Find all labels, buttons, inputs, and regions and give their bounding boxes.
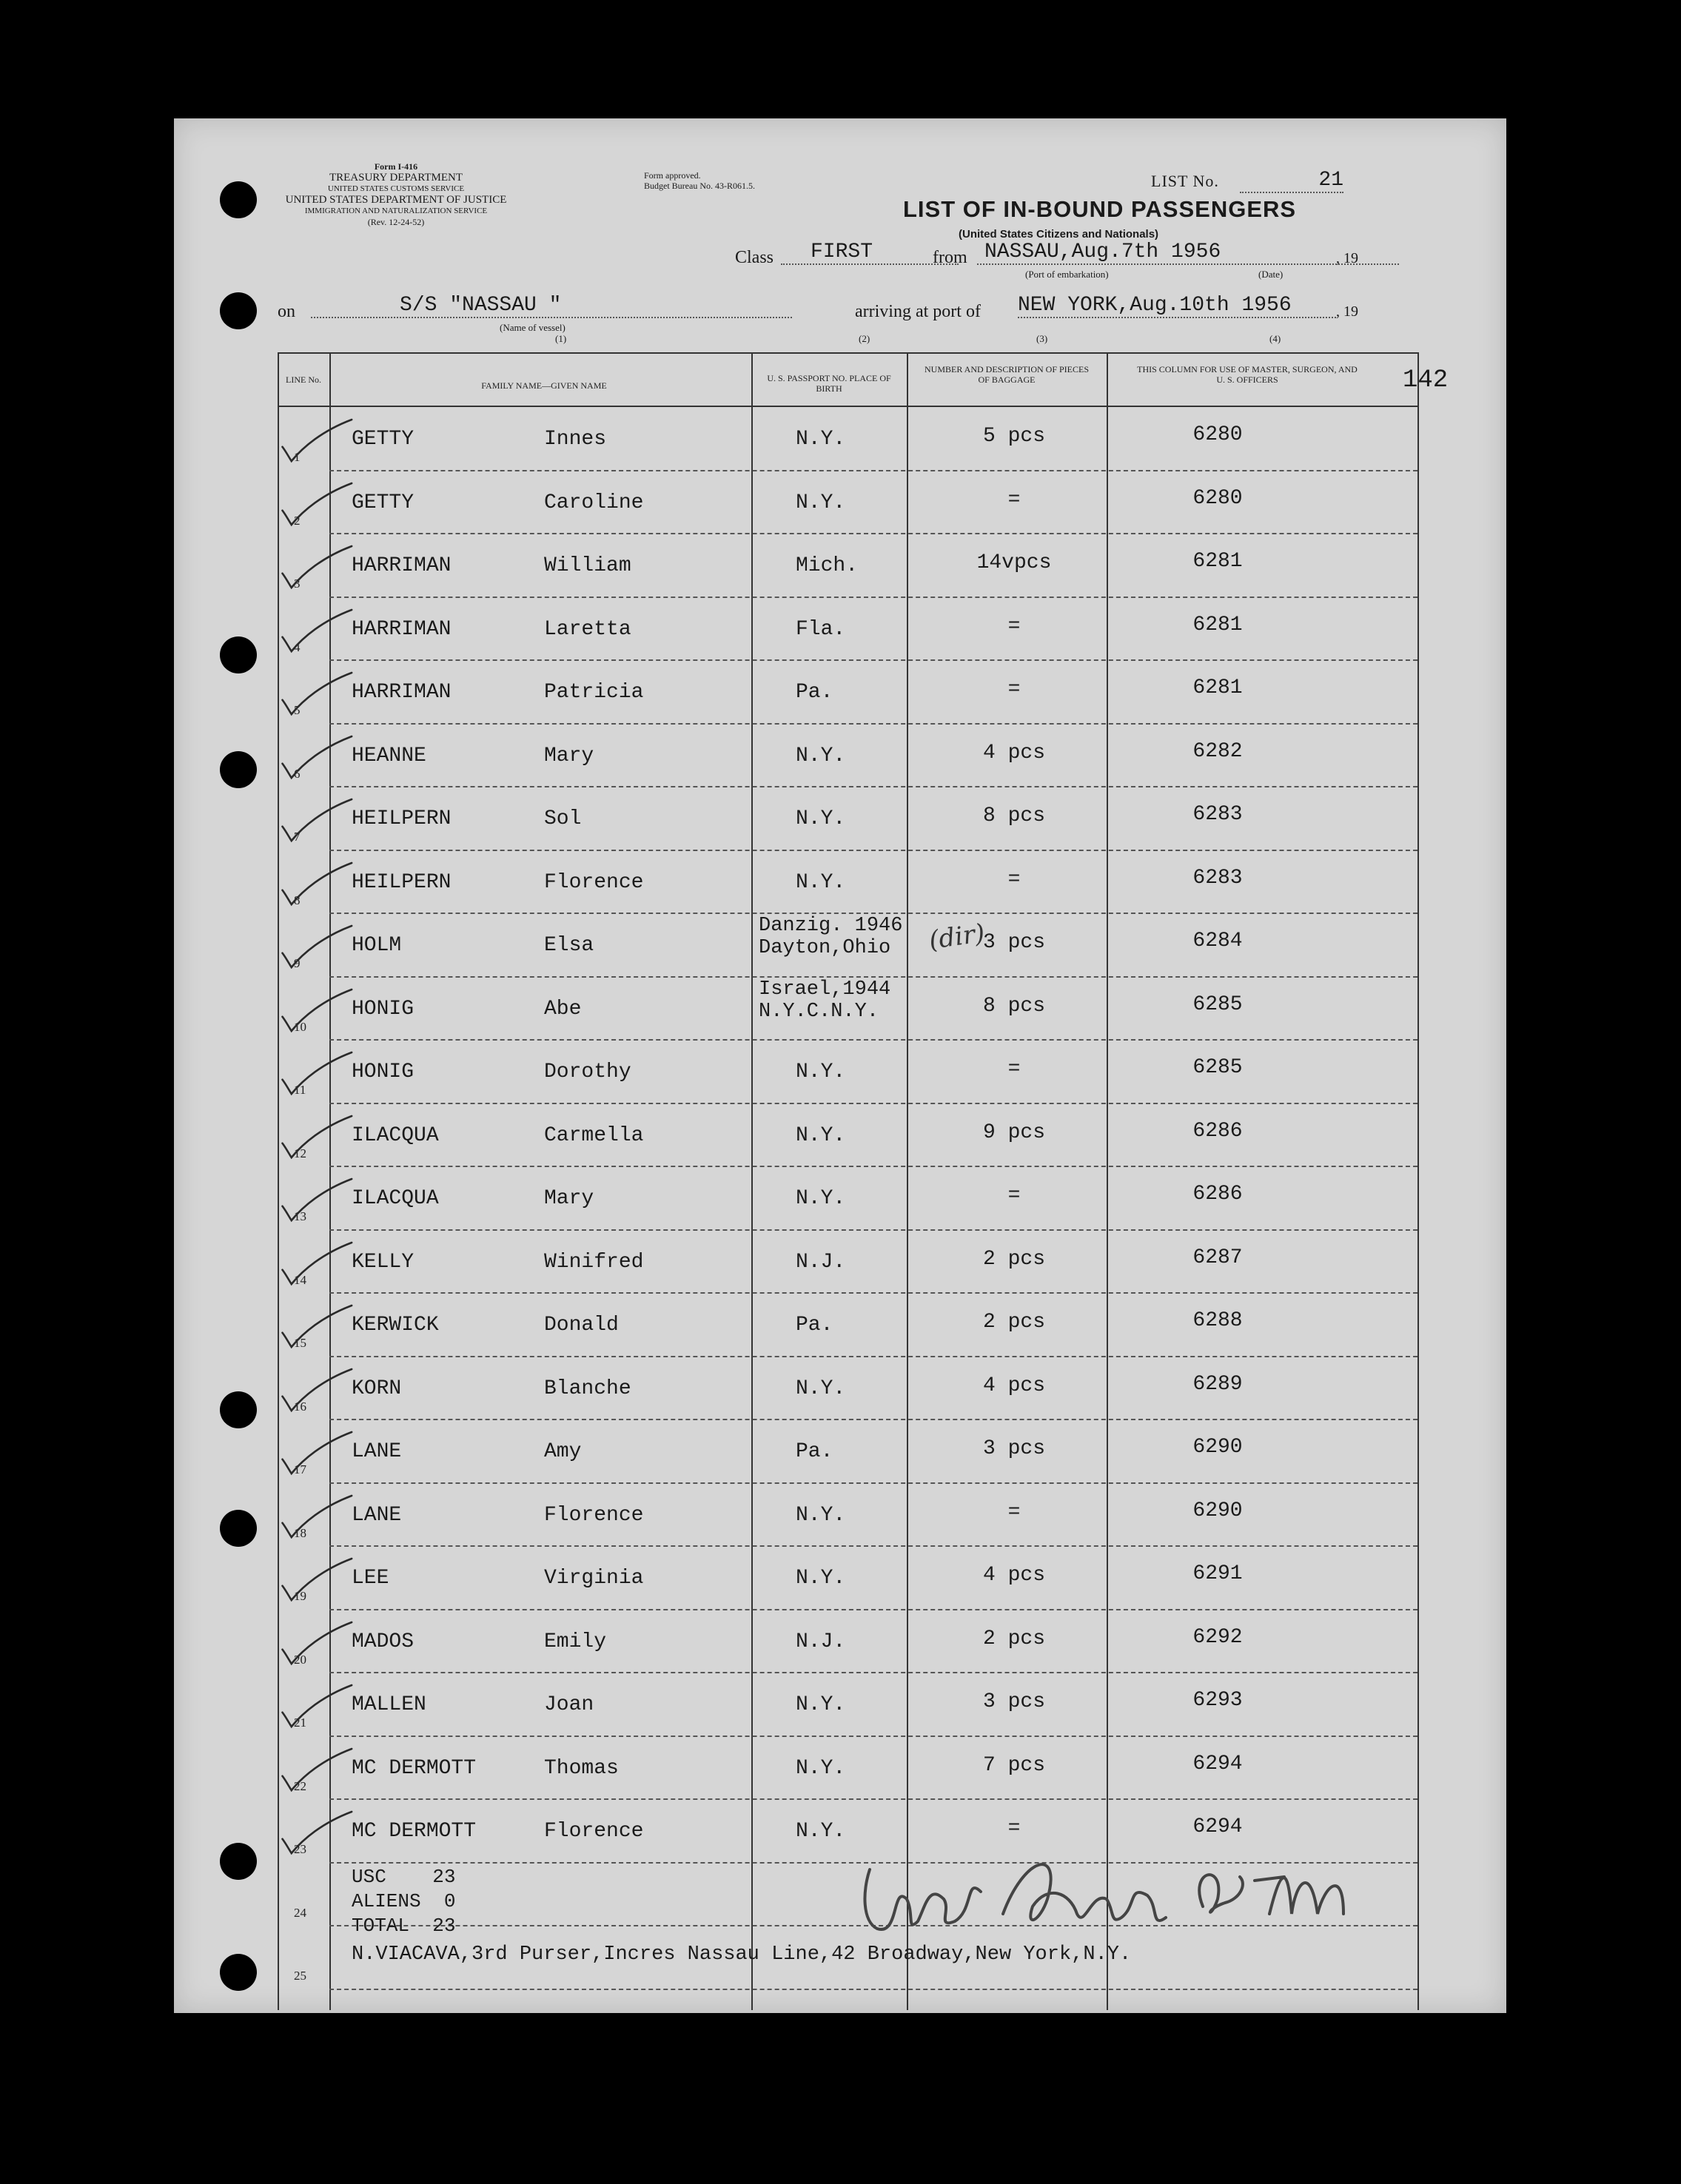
- check-mark-icon: [272, 1553, 360, 1605]
- line-number: 24: [294, 1905, 306, 1920]
- baggage: =: [1007, 1184, 1021, 1207]
- line-number: 10: [294, 1019, 306, 1034]
- officer-number: 6280: [1192, 486, 1243, 510]
- list-number: 21: [1240, 169, 1343, 193]
- baggage: =: [1007, 614, 1021, 638]
- family-name: MALLEN: [352, 1693, 426, 1716]
- summary-usc: USC 23: [352, 1866, 456, 1888]
- table-row: [278, 407, 1417, 470]
- baggage: 4 pcs: [982, 741, 1045, 765]
- officer-number: 6280: [1192, 423, 1243, 446]
- birth-place: N.Y.: [796, 1123, 846, 1147]
- family-name: LANE: [352, 1503, 402, 1527]
- line-number: 9: [294, 956, 301, 970]
- table-row: [278, 660, 1417, 723]
- family-name: GETTY: [352, 491, 415, 514]
- check-mark-icon: [272, 731, 360, 783]
- given-name: William: [544, 554, 631, 577]
- given-name: Thomas: [544, 1756, 619, 1780]
- col-number-1: (1): [555, 333, 567, 344]
- family-name: HEILPERN: [352, 807, 452, 830]
- col-header-officers: THIS COLUMN FOR USE OF MASTER, SURGEON, AND U. S. OFFICERS: [1137, 364, 1358, 385]
- table-row: [278, 787, 1417, 850]
- passenger-table: [278, 352, 1417, 2010]
- birth-place: N.Y.: [796, 1567, 846, 1590]
- given-name: Donald: [544, 1314, 619, 1337]
- line-number: 11: [294, 1083, 306, 1097]
- line-number: 15: [294, 1336, 306, 1350]
- handwritten-note: (dir): [927, 918, 987, 956]
- line-number: 23: [294, 1842, 306, 1856]
- given-name: Emily: [544, 1630, 607, 1653]
- given-name: Elsa: [544, 934, 594, 957]
- birth-place: N.Y.: [796, 1820, 846, 1843]
- officer-number: 6283: [1192, 866, 1243, 890]
- officer-number: 6286: [1192, 1183, 1243, 1206]
- family-name: MC DERMOTT: [352, 1820, 477, 1843]
- line-number: 14: [294, 1272, 306, 1287]
- baggage: 3 pcs: [982, 1690, 1045, 1713]
- family-name: HEANNE: [352, 744, 426, 767]
- officer-number: 6286: [1192, 1119, 1243, 1143]
- on-label: on: [278, 302, 295, 321]
- line-number: 5: [294, 703, 301, 717]
- year-suffix: , 19: [1336, 250, 1358, 266]
- line-number: 22: [294, 1778, 306, 1793]
- col-number-3: (3): [1036, 333, 1048, 344]
- line-number: 17: [294, 1462, 306, 1476]
- table-row: [278, 1103, 1417, 1166]
- birth-place: N.Y.: [796, 744, 846, 767]
- birth-place: N.Y.: [796, 491, 846, 514]
- check-mark-icon: [272, 1427, 360, 1479]
- treasury-dept: TREASURY DEPARTMENT: [329, 172, 463, 184]
- check-mark-icon: [272, 668, 360, 719]
- line-number: 18: [294, 1525, 306, 1540]
- given-name: Mary: [544, 744, 594, 767]
- family-name: KORN: [352, 1377, 402, 1400]
- birth-place: N.Y.: [796, 1503, 846, 1527]
- check-mark-icon: [272, 1617, 360, 1669]
- page-subtitle: (United States Citizens and Nationals): [959, 228, 1159, 241]
- summary-total: TOTAL 23: [352, 1915, 456, 1937]
- birth-place: Fla.: [796, 617, 846, 641]
- check-mark-icon: [272, 1807, 360, 1858]
- from-value: NASSAU,Aug.7th 1956: [977, 241, 1399, 265]
- row-divider: [329, 1989, 1417, 1990]
- baggage: 2 pcs: [982, 1311, 1045, 1334]
- purser-line: N.VIACAVA,3rd Purser,Incres Nassau Line,42 Broadway,New York,N.Y.: [352, 1943, 1132, 1966]
- family-name: HONIG: [352, 997, 415, 1021]
- baggage: 3 pcs: [982, 1437, 1045, 1460]
- officer-number: 6285: [1192, 1056, 1243, 1079]
- line-number: 12: [294, 1146, 306, 1160]
- officer-number: 6293: [1192, 1689, 1243, 1712]
- table-top-border: [278, 352, 1417, 354]
- from-label: from: [933, 248, 967, 267]
- given-name: Virginia: [544, 1567, 644, 1590]
- birth-place: N.J.: [796, 1250, 846, 1274]
- birth-place: N.Y.: [796, 870, 846, 894]
- baggage: 14vpcs: [976, 551, 1052, 574]
- class-value: FIRST: [781, 241, 959, 265]
- given-name: Joan: [544, 1693, 594, 1716]
- table-row: [278, 1546, 1417, 1609]
- check-mark-icon: [272, 1111, 360, 1163]
- birth-place-secondary: Israel,1944: [759, 978, 891, 1001]
- table-row: [278, 1673, 1417, 1736]
- birth-place: Pa.: [796, 1440, 833, 1463]
- punch-hole: [220, 1954, 257, 1991]
- date-label: (Date): [1258, 269, 1284, 280]
- table-row: [278, 471, 1417, 534]
- family-name: MADOS: [352, 1630, 415, 1653]
- check-mark-icon: [272, 1047, 360, 1099]
- col-header-line: LINE No.: [286, 374, 321, 385]
- check-mark-icon: [272, 1174, 360, 1226]
- officer-number: 6292: [1192, 1625, 1243, 1649]
- officer-number: 6282: [1192, 739, 1243, 763]
- table-row: [278, 977, 1417, 1040]
- punch-hole: [220, 1843, 257, 1880]
- birth-place: Pa.: [796, 681, 833, 704]
- baggage: 3 pcs: [982, 931, 1045, 954]
- baggage: =: [1007, 488, 1021, 511]
- given-name: Dorothy: [544, 1061, 631, 1083]
- table-row: [278, 1230, 1417, 1293]
- baggage: 8 pcs: [982, 804, 1045, 827]
- table-row: [278, 534, 1417, 597]
- given-name: Patricia: [544, 681, 644, 704]
- line-number: 25: [294, 1969, 306, 1983]
- birth-place: N.J.: [796, 1630, 846, 1653]
- punch-hole: [220, 292, 257, 329]
- manifest-page: [174, 118, 1506, 2013]
- immigration-service: IMMIGRATION AND NATURALIZATION SERVICE: [304, 206, 488, 215]
- col-number-2: (2): [859, 333, 870, 344]
- birth-place: Dayton,Ohio: [759, 937, 891, 959]
- table-row: [278, 1357, 1417, 1419]
- birth-place-secondary: Danzig. 1946: [759, 915, 903, 937]
- officer-number: 6288: [1192, 1309, 1243, 1332]
- baggage: =: [1007, 1500, 1021, 1524]
- class-label: Class: [735, 248, 774, 267]
- check-mark-icon: [272, 1491, 360, 1542]
- officer-number: 6289: [1192, 1372, 1243, 1396]
- given-name: Carmella: [544, 1123, 644, 1147]
- check-mark-icon: [272, 605, 360, 656]
- line-number: 19: [294, 1589, 306, 1603]
- col-border: [1417, 352, 1419, 2010]
- table-row: [278, 1610, 1417, 1673]
- check-mark-icon: [272, 858, 360, 910]
- year-suffix-2: , 19: [1336, 303, 1358, 320]
- baggage: 4 pcs: [982, 1374, 1045, 1397]
- punch-hole: [220, 181, 257, 218]
- given-name: Abe: [544, 997, 582, 1021]
- vessel-label: (Name of vessel): [500, 322, 566, 333]
- given-name: Sol: [544, 807, 582, 830]
- line-number: 1: [294, 450, 301, 464]
- inspector-signature: [855, 1840, 1388, 1943]
- table-row: [278, 1483, 1417, 1546]
- given-name: Innes: [544, 428, 607, 451]
- table-row: [278, 724, 1417, 787]
- baggage: 8 pcs: [982, 994, 1045, 1018]
- given-name: Florence: [544, 870, 644, 894]
- check-mark-icon: [272, 921, 360, 972]
- line-number: 13: [294, 1209, 306, 1223]
- form-revision: (Rev. 12-24-52): [367, 217, 425, 227]
- form-approved: Form approved.: [644, 170, 701, 181]
- line-number: 6: [294, 766, 301, 781]
- check-mark-icon: [272, 1364, 360, 1416]
- baggage: 2 pcs: [982, 1627, 1045, 1650]
- family-name: HOLM: [352, 934, 402, 957]
- punch-hole: [220, 751, 257, 788]
- baggage: =: [1007, 678, 1021, 701]
- birth-place: N.Y.: [796, 1756, 846, 1780]
- baggage: 9 pcs: [982, 1120, 1045, 1144]
- birth-place: N.Y.: [796, 1377, 846, 1400]
- punch-hole: [220, 636, 257, 673]
- birth-place: N.Y.: [796, 1061, 846, 1083]
- family-name: ILACQUA: [352, 1187, 439, 1210]
- officer-number: 6290: [1192, 1436, 1243, 1459]
- family-name: HARRIMAN: [352, 681, 452, 704]
- given-name: Blanche: [544, 1377, 631, 1400]
- family-name: KELLY: [352, 1250, 415, 1274]
- table-row: [278, 1166, 1417, 1229]
- line-number: 20: [294, 1652, 306, 1667]
- arriving-label: arriving at port of: [855, 302, 981, 321]
- check-mark-icon: [272, 1237, 360, 1289]
- line-number: 16: [294, 1399, 306, 1414]
- birth-place: Pa.: [796, 1314, 833, 1337]
- officer-number: 6294: [1192, 1815, 1243, 1838]
- budget-bureau: Budget Bureau No. 43-R061.5.: [644, 181, 755, 191]
- family-name: HARRIMAN: [352, 554, 452, 577]
- table-row: [278, 597, 1417, 660]
- baggage: =: [1007, 1817, 1021, 1840]
- page-number: 142: [1403, 366, 1449, 394]
- line-number: 2: [294, 513, 301, 528]
- line-number: 21: [294, 1716, 306, 1730]
- baggage: 2 pcs: [982, 1247, 1045, 1271]
- punch-hole: [220, 1391, 257, 1428]
- justice-dept: UNITED STATES DEPARTMENT OF JUSTICE: [285, 194, 507, 206]
- officer-number: 6290: [1192, 1499, 1243, 1522]
- officer-number: 6285: [1192, 992, 1243, 1016]
- birth-place: N.Y.C.N.Y.: [759, 1000, 879, 1023]
- officer-number: 6281: [1192, 550, 1243, 573]
- port-embark-label: (Port of embarkation): [1025, 269, 1109, 280]
- family-name: HEILPERN: [352, 870, 452, 894]
- table-row: [278, 1736, 1417, 1799]
- given-name: Caroline: [544, 491, 644, 514]
- arriving-value: NEW YORK,Aug.10th 1956: [1018, 294, 1336, 318]
- form-info: [278, 161, 514, 228]
- line-number: 3: [294, 577, 301, 591]
- vessel-name: S/S "NASSAU ": [311, 294, 792, 318]
- table-row: [278, 850, 1417, 913]
- officer-number: 6291: [1192, 1562, 1243, 1585]
- col-header-baggage: NUMBER AND DESCRIPTION OF PIECES OF BAGGAGE: [924, 364, 1090, 385]
- baggage: =: [1007, 1058, 1021, 1081]
- check-mark-icon: [272, 1680, 360, 1732]
- check-mark-icon: [272, 541, 360, 593]
- given-name: Mary: [544, 1187, 594, 1210]
- check-mark-icon: [272, 984, 360, 1036]
- col-number-4: (4): [1269, 333, 1281, 344]
- col-header-name: FAMILY NAME—GIVEN NAME: [481, 380, 607, 391]
- line-number: 8: [294, 893, 301, 907]
- birth-place: N.Y.: [796, 1187, 846, 1210]
- officer-number: 6283: [1192, 803, 1243, 826]
- given-name: Laretta: [544, 617, 631, 641]
- officer-number: 6281: [1192, 676, 1243, 699]
- table-row: [278, 913, 1417, 976]
- officer-number: 6287: [1192, 1246, 1243, 1269]
- birth-place: N.Y.: [796, 1693, 846, 1716]
- birth-place: N.Y.: [796, 807, 846, 830]
- page-title: LIST OF IN-BOUND PASSENGERS: [903, 196, 1297, 222]
- baggage: 5 pcs: [982, 425, 1045, 448]
- officer-number: 6284: [1192, 930, 1243, 952]
- customs-service: UNITED STATES CUSTOMS SERVICE: [327, 184, 465, 193]
- summary-aliens: ALIENS 0: [352, 1890, 456, 1912]
- given-name: Amy: [544, 1440, 582, 1463]
- col-header-passport: U. S. PASSPORT NO. PLACE OF BIRTH: [767, 373, 891, 394]
- family-name: HONIG: [352, 1061, 415, 1083]
- punch-hole: [220, 1510, 257, 1547]
- check-mark-icon: [272, 1300, 360, 1352]
- birth-place: Mich.: [796, 554, 859, 577]
- line-number: 4: [294, 639, 301, 654]
- family-name: MC DERMOTT: [352, 1756, 477, 1780]
- family-name: GETTY: [352, 428, 415, 451]
- baggage: =: [1007, 867, 1021, 891]
- table-row: [278, 1293, 1417, 1356]
- family-name: KERWICK: [352, 1314, 439, 1337]
- given-name: Florence: [544, 1820, 644, 1843]
- form-number: Form I-416: [374, 161, 418, 172]
- line-number: 7: [294, 830, 301, 844]
- birth-place: N.Y.: [796, 428, 846, 451]
- form-approval: [644, 170, 755, 191]
- officer-number: 6281: [1192, 613, 1243, 636]
- check-mark-icon: [272, 1744, 360, 1795]
- check-mark-icon: [272, 794, 360, 846]
- officer-number: 6294: [1192, 1752, 1243, 1775]
- family-name: HARRIMAN: [352, 617, 452, 641]
- check-mark-icon: [272, 478, 360, 530]
- list-label: LIST No.: [1151, 172, 1219, 190]
- check-mark-icon: [272, 414, 360, 466]
- table-row: [278, 1419, 1417, 1482]
- baggage: 4 pcs: [982, 1564, 1045, 1587]
- family-name: LANE: [352, 1440, 402, 1463]
- table-row: [278, 1040, 1417, 1103]
- family-name: LEE: [352, 1567, 389, 1590]
- given-name: Winifred: [544, 1250, 644, 1274]
- family-name: ILACQUA: [352, 1123, 439, 1147]
- baggage: 7 pcs: [982, 1753, 1045, 1777]
- given-name: Florence: [544, 1503, 644, 1527]
